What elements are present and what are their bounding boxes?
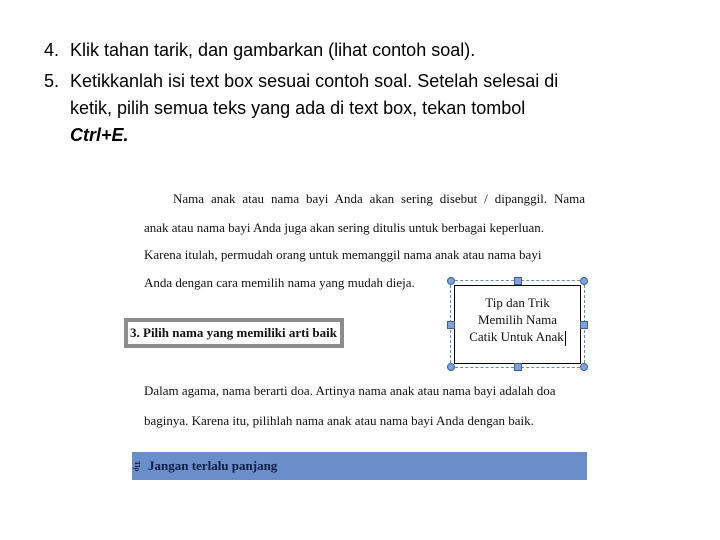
resize-handle-bottom[interactable] (514, 363, 522, 371)
heading-3-text: 3. Pilih nama yang memiliki arti baik (128, 322, 340, 344)
paragraph-2-line-1: Dalam agama, nama berarti doa. Artinya nama anak atau nama bayi adalah doa (144, 383, 556, 398)
instruction-step-4 (44, 37, 674, 64)
resize-handle-bottom-left[interactable] (447, 363, 455, 371)
step-5-ctrl-shortcut: Ctrl+E. (70, 125, 129, 145)
resize-handle-top-right[interactable] (580, 277, 588, 285)
instruction-step-5 (44, 68, 674, 149)
paragraph-1-line-2: anak atau nama bayi Anda juga akan sering ditulis untuk berbagai keperluan. (144, 220, 544, 235)
resize-handle-left[interactable] (447, 321, 455, 329)
text-box-line-1: Tip dan Trik (485, 295, 550, 310)
example-document-screenshot (128, 185, 590, 485)
paragraph-1-line-3: Karena itulah, permudah orang untuk memanggil nama anak atau nama bayi (144, 247, 542, 262)
blue-heading-text: Jangan terlalu panjang (148, 458, 278, 473)
paragraph-1-line-1: Nama anak atau nama bayi Anda akan sering disebut / dipanggil. Nama (173, 191, 585, 206)
step-4-text: Klik tahan tarik, dan gambarkan (lihat contoh soal). (70, 40, 476, 60)
step-5-line-1: Ketikkanlah isi text box sesuai contoh soal. Setelah selesai di (70, 71, 559, 91)
resize-handle-top-left[interactable] (447, 277, 455, 285)
text-box[interactable] (450, 280, 585, 368)
blue-side-label: Tip (133, 460, 141, 472)
text-box-line-2: Memilih Nama (477, 312, 558, 327)
resize-handle-top[interactable] (514, 277, 522, 285)
paragraph-1-line-4: Anda dengan cara memilih nama yang mudah dieja. (144, 275, 415, 290)
text-box-border (454, 285, 581, 364)
step-5-line-2: ketik, pilih semua teks yang ada di text box, tekan tombol (70, 98, 526, 118)
blue-heading-bar (132, 452, 587, 480)
heading-frame (124, 318, 344, 348)
step-4-number: 4. (44, 40, 60, 60)
resize-handle-bottom-right[interactable] (580, 363, 588, 371)
text-box-content[interactable] (455, 294, 580, 346)
text-cursor (565, 331, 566, 346)
step-5-number: 5. (44, 71, 60, 91)
resize-handle-right[interactable] (580, 321, 588, 329)
paragraph-2-line-2: baginya. Karena itu, pilihlah nama anak atau nama bayi Anda dengan baik. (144, 413, 534, 428)
text-box-line-3: Catik Untuk Anak (469, 329, 564, 344)
